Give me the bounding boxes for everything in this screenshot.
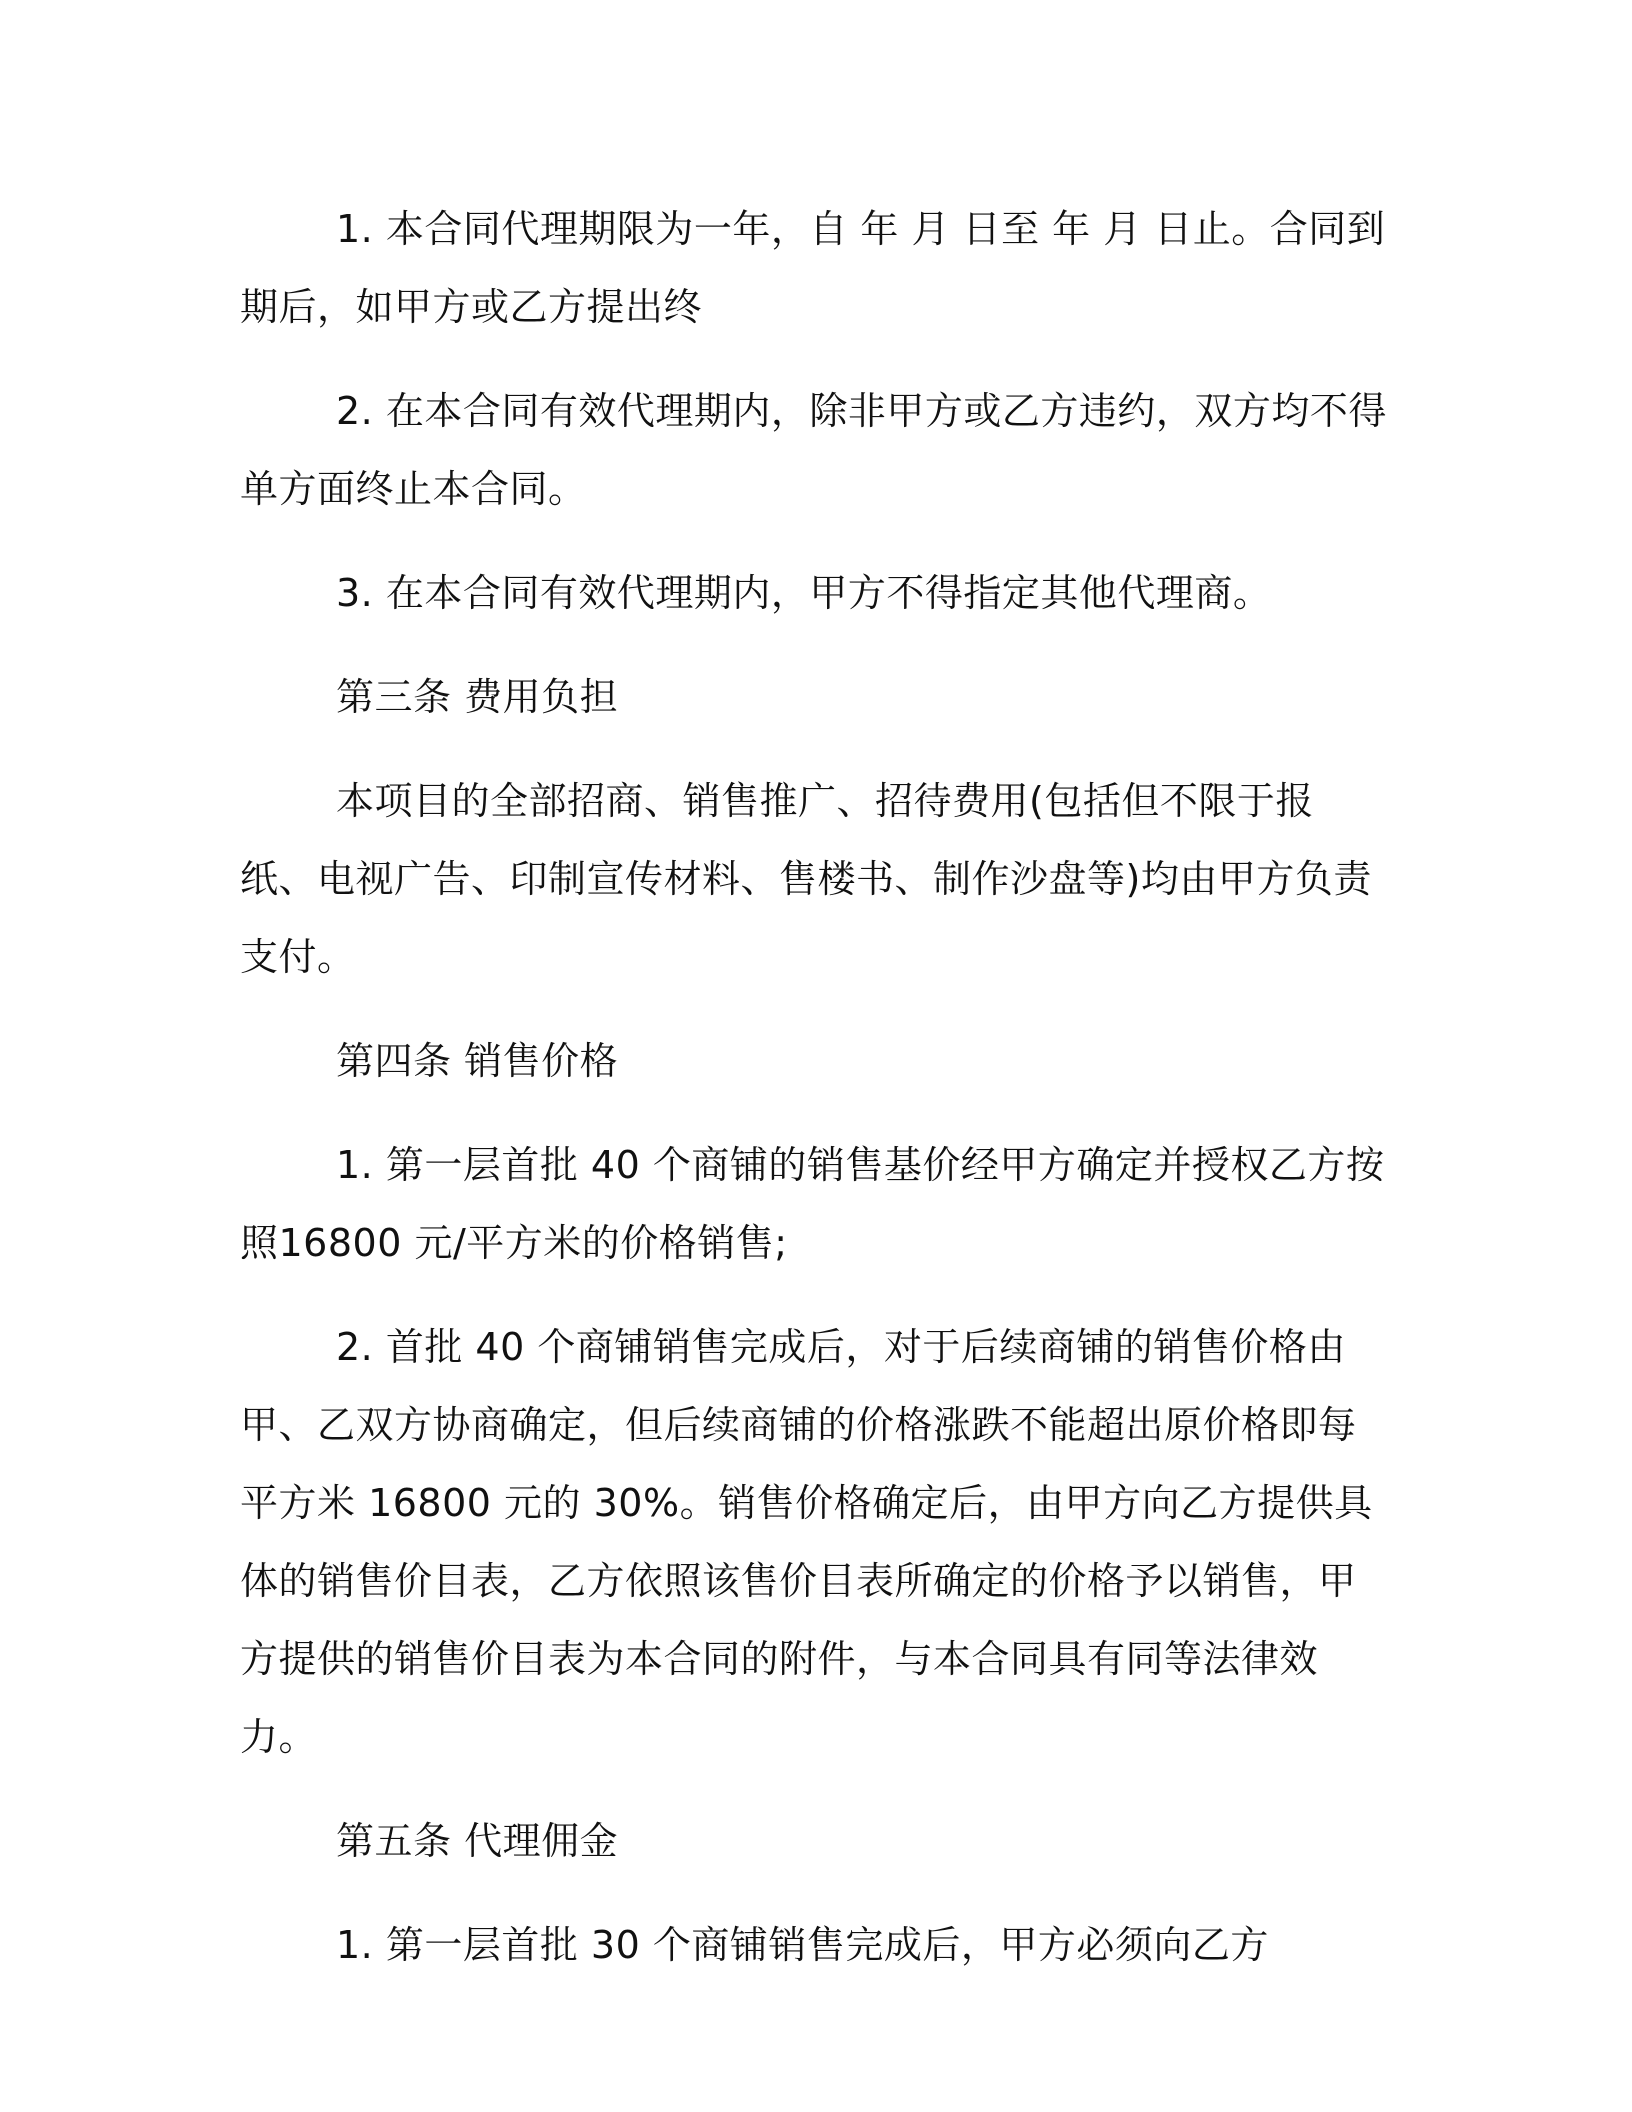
document-body xyxy=(240,190,1390,1984)
heading-article-5: 第五条 代理佣金 xyxy=(336,1819,619,1863)
paragraph-commission: 1. 第一层首批 30 个商铺销售完成后，甲方必须向乙方 xyxy=(336,1923,1269,1967)
heading-article-3: 第三条 费用负担 xyxy=(336,675,619,719)
paragraph-spacer xyxy=(240,736,1390,762)
paragraph-term-period: 1. 本合同代理期限为一年，自 年 月 日至 年 月 日止。合同到期后，如甲方或乙方提出终 xyxy=(240,207,1386,329)
paragraph-base-price: 1. 第一层首批 40 个商铺的销售基价经甲方确定并授权乙方按照16800 元/平方米的价格销售; xyxy=(240,1143,1385,1265)
paragraph-spacer xyxy=(240,1282,1390,1308)
paragraph-subsequent-price: 2. 首批 40 个商铺销售完成后，对于后续商铺的销售价格由甲、乙双方协商确定，但后续商铺的价格涨跌不能超出原价格即每平方米 16800 元的 30%。销售价格确定后，由甲方向乙方提供具体的销售价目表，乙方依照该售价目表所确定的价格予以销售，甲方提供的销售价目表为本合同的附件，与本合同具有同等法律效力。 xyxy=(240,1325,1373,1759)
paragraph-no-termination: 2. 在本合同有效代理期内，除非甲方或乙方违约，双方均不得单方面终止本合同。 xyxy=(240,389,1387,511)
heading-article-4: 第四条 销售价格 xyxy=(336,1039,619,1083)
paragraph-spacer xyxy=(240,1776,1390,1802)
paragraph-spacer xyxy=(240,1880,1390,1906)
paragraph-expenses: 本项目的全部招商、销售推广、招待费用(包括但不限于报纸、电视广告、印制宣传材料、售楼书、制作沙盘等)均由甲方负责支付。 xyxy=(240,779,1372,979)
paragraph-spacer xyxy=(240,632,1390,658)
paragraph-spacer xyxy=(240,528,1390,554)
paragraph-spacer xyxy=(240,996,1390,1022)
paragraph-spacer xyxy=(240,346,1390,372)
paragraph-exclusive-agent: 3. 在本合同有效代理期内，甲方不得指定其他代理商。 xyxy=(336,571,1272,615)
paragraph-spacer xyxy=(240,1100,1390,1126)
